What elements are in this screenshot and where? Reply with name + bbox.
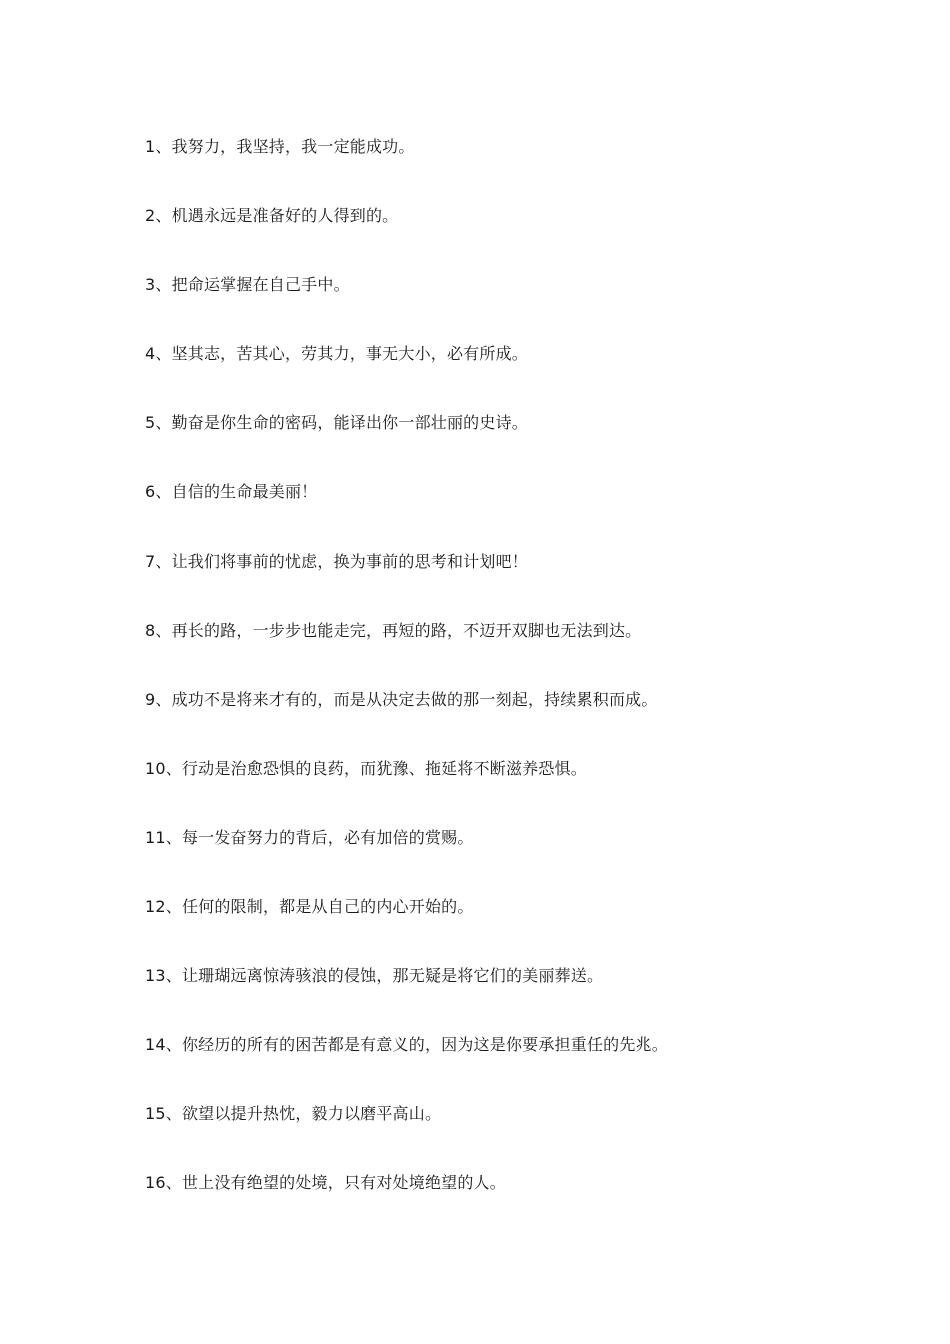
quote-item: 6、自信的生命最美丽！ — [145, 482, 318, 502]
quote-item: 2、机遇永远是准备好的人得到的。 — [145, 206, 399, 226]
quote-item: 10、行动是治愈恐惧的良药，而犹豫、拖延将不断滋养恐惧。 — [145, 758, 587, 778]
quote-item: 5、勤奋是你生命的密码，能译出你一部壮丽的史诗。 — [145, 413, 528, 433]
quote-item: 7、让我们将事前的忧虑，换为事前的思考和计划吧！ — [145, 551, 528, 571]
quote-item: 14、你经历的所有的困苦都是有意义的，因为这是你要承担重任的先兆。 — [145, 1035, 668, 1055]
quote-item: 4、坚其志，苦其心，劳其力，事无大小，必有所成。 — [145, 344, 528, 364]
quote-item: 15、欲望以提升热忱，毅力以磨平高山。 — [145, 1104, 442, 1124]
quote-item: 8、再长的路，一步步也能走完，再短的路，不迈开双脚也无法到达。 — [145, 620, 642, 640]
quote-item: 12、任何的限制，都是从自己的内心开始的。 — [145, 897, 474, 917]
quote-item: 13、让珊瑚远离惊涛骇浪的侵蚀，那无疑是将它们的美丽葬送。 — [145, 966, 604, 986]
quote-item: 3、把命运掌握在自己手中。 — [145, 275, 350, 295]
quote-item: 11、每一发奋努力的背后，必有加倍的赏赐。 — [145, 827, 474, 847]
quote-item: 9、成功不是将来才有的，而是从决定去做的那一刻起，持续累积而成。 — [145, 689, 658, 709]
quote-item: 1、我努力，我坚持，我一定能成功。 — [145, 137, 415, 156]
quote-item: 16、世上没有绝望的处境，只有对处境绝望的人。 — [145, 1173, 506, 1193]
quote-list — [145, 134, 865, 1240]
